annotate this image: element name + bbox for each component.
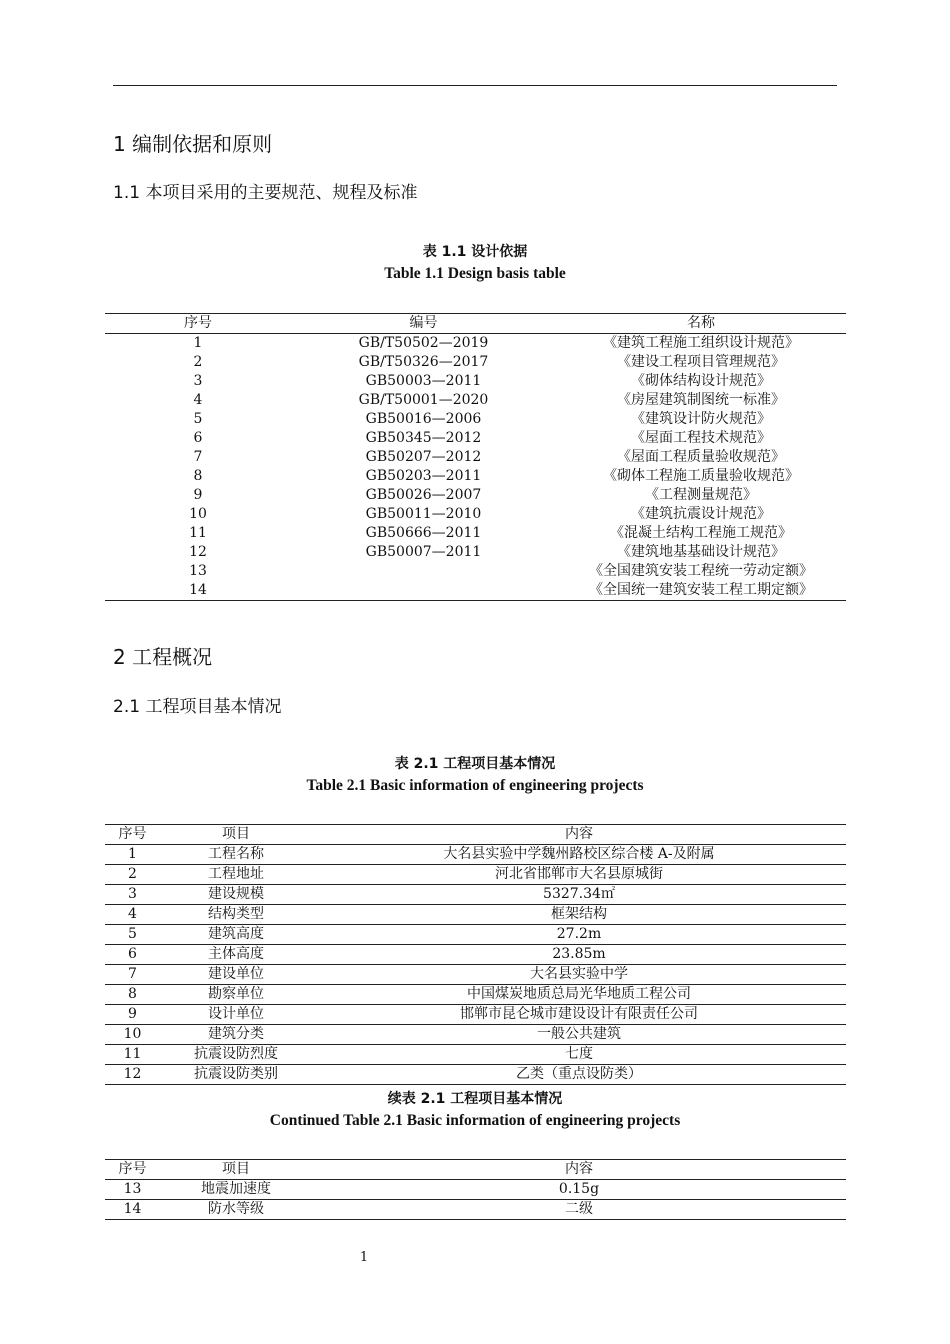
table1-caption-cn: 表 1.1 设计依据 [422,244,528,260]
table-row [105,925,846,945]
cell-name: 《建筑工程施工组织设计规范》 [603,335,799,351]
cell-name: 《建筑地基基础设计规范》 [617,544,785,560]
table2-caption-cn: 表 2.1 工程项目基本情况 [394,756,556,772]
cell-name: 《工程测量规范》 [645,487,757,503]
cell-index: 7 [128,966,137,982]
section-heading-1: 1 编制依据和原则 [113,132,273,156]
cell-index: 6 [128,946,137,962]
table1-caption-en: Table 1.1 Design basis table [384,265,566,282]
cell-index: 12 [189,544,207,560]
table-header-row [105,314,846,334]
cell-name: 《全国统一建筑安装工程工期定额》 [589,582,813,598]
cell-code: GB50345—2012 [365,430,482,446]
table-row [105,372,846,391]
cell-code: GB50016—2006 [365,411,482,427]
basic-info-table [105,824,846,1085]
cell-index: 8 [128,986,137,1002]
table-row [105,1025,846,1045]
cell-content: 框架结构 [551,906,607,922]
table2-cont-caption-en: Continued Table 2.1 Basic information of engineering projects [269,1112,681,1129]
cell-item: 工程名称 [208,846,264,862]
cell-index: 14 [123,1201,142,1217]
cell-index: 4 [193,392,203,408]
cell-item: 建筑高度 [208,926,264,942]
header-index: 序号 [118,826,147,842]
cell-content: 邯郸市昆仑城市建设设计有限责任公司 [460,1006,698,1022]
cell-code: GB/T50502—2019 [358,335,489,351]
table-row [105,410,846,429]
table2-caption-en: Table 2.1 Basic information of engineering projects [306,777,644,794]
cell-index: 13 [123,1181,142,1197]
table-row [105,1065,846,1085]
cell-item: 结构类型 [208,906,264,922]
cell-index: 11 [123,1046,142,1062]
cell-content: 0.15g [558,1181,600,1197]
cell-index: 11 [189,525,207,541]
table-row [105,845,846,865]
cell-name: 《屋面工程质量验收规范》 [617,449,785,465]
cell-content: 23.85m [552,946,606,962]
cell-content: 5327.34㎡ [543,886,615,902]
table-row [105,391,846,410]
cell-content: 河北省邯郸市大名县原城街 [495,866,663,882]
table-row [105,524,846,543]
header-content: 内容 [565,1161,593,1177]
cell-code: GB50207—2012 [365,449,482,465]
table-row [105,334,846,354]
table-row [105,965,846,985]
section-heading-1-1: 1.1 本项目采用的主要规范、规程及标准 [113,183,418,203]
table-row [105,562,846,581]
cell-code: GB50011—2010 [365,506,482,522]
table-row [105,467,846,486]
cell-index: 2 [128,866,137,882]
table-row [105,1180,846,1200]
cell-index: 1 [128,846,137,862]
cell-name: 《房屋建筑制图统一标准》 [617,392,785,408]
cell-name: 《建设工程项目管理规范》 [617,354,785,370]
cell-index: 8 [193,468,203,484]
cell-item: 建设规模 [208,886,264,902]
cell-code: GB50026—2007 [365,487,482,503]
cell-index: 14 [189,582,207,598]
cell-index: 7 [193,449,203,465]
cell-index: 12 [123,1066,142,1082]
cell-content: 乙类（重点设防类） [516,1066,642,1082]
table-row [105,543,846,562]
table-row [105,429,846,448]
table-row [105,865,846,885]
cell-item: 抗震设防类别 [194,1066,278,1082]
cell-item: 建设单位 [208,966,264,982]
section-heading-2-1: 2.1 工程项目基本情况 [113,697,282,717]
cell-item: 防水等级 [208,1201,264,1217]
table-header-row [105,1160,846,1180]
table2-cont-caption-cn: 续表 2.1 工程项目基本情况 [387,1091,563,1107]
cell-index: 9 [128,1006,137,1022]
table-header-row [105,825,846,845]
cell-code: GB/T50326—2017 [358,354,489,370]
cell-index: 9 [193,487,203,503]
cell-name: 《砌体结构设计规范》 [631,373,771,389]
cell-item: 工程地址 [208,866,264,882]
header-rule [113,85,837,86]
cell-item: 建筑分类 [208,1026,264,1042]
cell-content: 大名县实验中学 [530,966,628,982]
design-basis-table [105,313,846,601]
cell-index: 5 [193,411,203,427]
cell-code [291,581,556,601]
cell-content: 大名县实验中学魏州路校区综合楼 A-及附属 [443,846,715,862]
table-row [105,1200,846,1220]
cell-name: 《建筑抗震设计规范》 [631,506,771,522]
header-item: 项目 [222,826,250,842]
cell-code: GB50666—2011 [365,525,482,541]
cell-name: 《砌体工程施工质量验收规范》 [603,468,799,484]
cell-index: 10 [189,506,207,522]
cell-name: 《屋面工程技术规范》 [631,430,771,446]
table-row [105,505,846,524]
cell-code [291,562,556,581]
header-name: 名称 [687,315,715,331]
cell-code: GB50007—2011 [365,544,482,560]
table-row [105,885,846,905]
table-row [105,448,846,467]
cell-code: GB50003—2011 [365,373,482,389]
cell-item: 地震加速度 [201,1181,271,1197]
page-number: 1 [359,1250,369,1265]
cell-name: 《建筑设计防火规范》 [631,411,771,427]
section-heading-2: 2 工程概况 [113,645,213,669]
cell-code: GB/T50001—2020 [358,392,489,408]
header-content: 内容 [565,826,593,842]
header-code: 编号 [409,315,438,331]
cell-name: 《混凝土结构工程施工规范》 [610,525,792,541]
cell-content: 一般公共建筑 [537,1026,621,1042]
table-row [105,1005,846,1025]
table-row [105,486,846,505]
cell-index: 5 [128,926,137,942]
table-row [105,1045,846,1065]
table-row [105,905,846,925]
cell-content: 27.2m [556,926,602,942]
cell-content: 中国煤炭地质总局光华地质工程公司 [467,986,691,1002]
header-index: 序号 [118,1161,147,1177]
cell-content: 二级 [565,1201,593,1217]
basic-info-table-continued [105,1159,846,1220]
table-row [105,581,846,601]
table-row [105,353,846,372]
cell-code: GB50203—2011 [365,468,482,484]
cell-index: 13 [189,563,207,579]
cell-index: 6 [193,430,203,446]
cell-content: 七度 [565,1046,593,1062]
header-index: 序号 [184,315,212,331]
cell-item: 主体高度 [208,946,264,962]
table-row [105,985,846,1005]
cell-item: 设计单位 [208,1006,264,1022]
cell-index: 3 [128,886,137,902]
header-item: 项目 [222,1161,250,1177]
cell-index: 10 [123,1026,142,1042]
cell-index: 3 [193,373,203,389]
cell-item: 勘察单位 [208,986,264,1002]
cell-index: 4 [128,906,137,922]
cell-item: 抗震设防烈度 [194,1046,278,1062]
cell-index: 2 [193,354,203,370]
cell-name: 《全国建筑安装工程统一劳动定额》 [589,563,813,579]
table-row [105,945,846,965]
cell-index: 1 [193,335,203,351]
